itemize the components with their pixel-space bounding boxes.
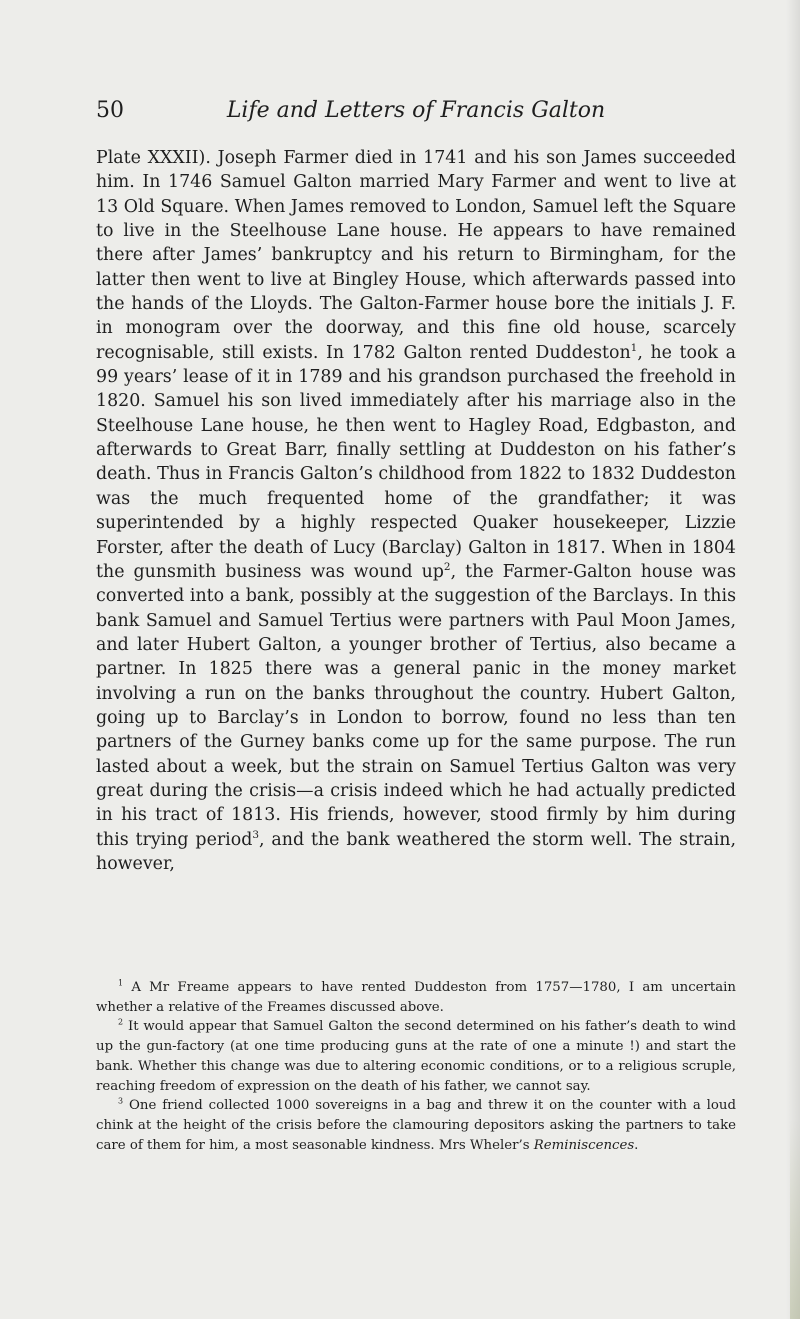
footnote-text-1: A Mr Freame appears to have rented Duddeston from 1757—1780, I am uncertain whether a relative of the Freames discussed above. xyxy=(96,980,736,1015)
body-text-part-2: , he took a 99 years’ lease of it in 1789 and his grandson purchased the freehold in 1820. Samuel his son lived immediately after his marriage also in the Steelhouse Lane house, he then went to Hagley Road, Edgbaston, and afterwards to Great Barr, finally settling at Duddeston on his father’s death. Thus in Francis Galton’s childhood from 1822 to 1832 Duddeston was the much frequented home of the grandfather; it was superintended by a highly respected Quaker housekeeper, Lizzie Forster, after the death of Lucy (Barclay) Galton in 1817. When in 1804 the gunsmith business was wound up xyxy=(96,342,736,582)
footnote-mark-2: 2 xyxy=(118,1017,124,1027)
footnote-text-3: One friend collected 1000 sovereigns in a bag and threw it on the counter with a loud chink at the height of the crisis before the clamouring depositors asking the partners to take care of them for him, a most seasonable kindness. Mrs Wheler’s xyxy=(96,1098,736,1153)
footnote-1 xyxy=(96,978,736,1017)
body-text-part-1: Plate XXXII). Joseph Farmer died in 1741 and his son James succeeded him. In 1746 Samuel Galton married Mary Farmer and went to live at 13 Old Square. When James removed to London, Samuel left the Square to live in the Steelhouse Lane house. He appears to have remained there after James’ bankruptcy and his return to Birmingham, for the latter then went to live at Bingley House, which afterwards passed into the hands of the Lloyds. The Galton-Farmer house bore the initials J. F. in monogram over the doorway, and this fine old house, scarcely recognisable, still exists. In 1782 Galton rented Duddeston xyxy=(96,148,736,363)
body-paragraph xyxy=(96,146,736,876)
page-number: 50 xyxy=(96,98,124,123)
footnote-2 xyxy=(96,1017,736,1096)
footnotes xyxy=(96,978,736,1155)
body-text-part-4: , and the bank weathered the storm well. The strain, however, xyxy=(96,829,737,874)
page-corner-tint xyxy=(790,1119,800,1319)
page-header xyxy=(96,98,736,138)
footnote-end: . xyxy=(634,1137,639,1153)
footnote-ref-1: 1 xyxy=(630,341,638,354)
footnote-mark-1: 1 xyxy=(118,978,124,988)
footnote-text-2: It would appear that Samuel Galton the second determined on his father’s death to wind up the gun-factory (at one time producing guns at the rate of one a minute !) and start the bank. Whether this change was due to altering economic conditions, or to a religious scruple, reaching freedom of expression on the death of his father, we cannot say. xyxy=(96,1019,736,1094)
footnote-ref-3: 3 xyxy=(252,828,259,841)
body-text-part-3: , the Farmer-Galton house was converted into a bank, possibly at the suggestion of the Barclays. In this bank Samuel and Samuel Tertius were partners with Paul Moon James, and later Hubert Galton, a younger brother of Tertius, also became a partner. In 1825 there was a general panic in the money market involving a run on the banks throughout the country. Hubert Galton, going up to Barclay’s in London to borrow, found no less than ten partners of the Gurney banks come up for the same purpose. The run lasted about a week, but the strain on Samuel Tertius Galton was very great during the crisis—a crisis indeed which he had actually predicted in his tract of 1813. His friends, however, stood firmly by him during this trying period xyxy=(96,561,736,850)
running-title: Life and Letters of Francis Galton xyxy=(226,98,606,123)
footnote-3 xyxy=(96,1096,736,1155)
footnote-source-title: Reminiscences xyxy=(533,1137,635,1153)
footnote-ref-2: 2 xyxy=(443,561,451,574)
footnote-mark-3: 3 xyxy=(118,1096,124,1106)
